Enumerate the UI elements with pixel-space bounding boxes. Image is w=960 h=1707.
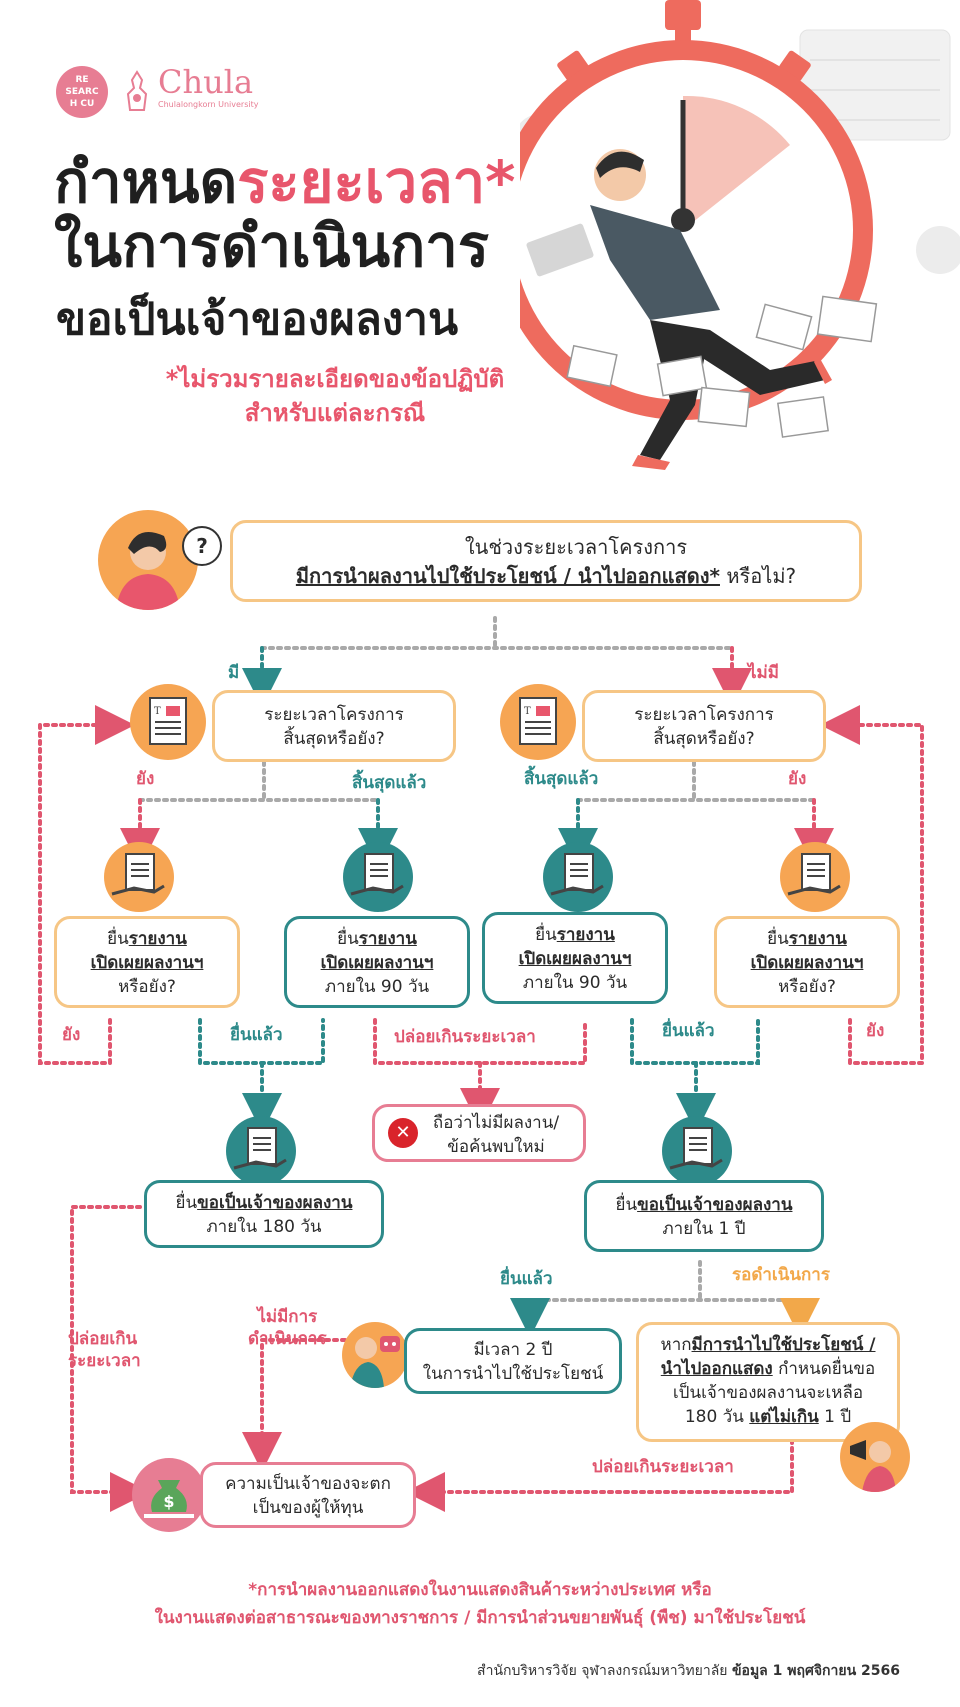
- report-box-b: ยื่นรายงาน เปิดเผยผลงานฯ ภายใน 90 วัน: [284, 916, 470, 1008]
- label-not-yet-b: ยัง: [866, 1021, 885, 1041]
- label-late-middle: ปล่อยเกินระยะเวลา: [394, 1027, 536, 1047]
- label-no-action: ไม่มีการ ดำเนินการ: [248, 1307, 327, 1349]
- label-ended-right: สิ้นสุดแล้ว: [524, 769, 599, 789]
- page-title-line3: ขอเป็นเจ้าของผลงาน: [56, 294, 459, 345]
- label-filed-a: ยื่นแล้ว: [230, 1025, 283, 1045]
- hand-document-icon-d: [780, 842, 850, 912]
- page-title: กำหนดระยะเวลา* ในการดำเนินการ: [54, 148, 516, 280]
- label-not-yet-a: ยัง: [62, 1025, 81, 1045]
- no-result-box: ถือว่าไม่มีผลงาน/ ข้อค้นพบใหม่: [372, 1104, 586, 1162]
- label-not-yet-left: ยัง: [136, 769, 155, 789]
- hand-document-icon-c: [543, 842, 613, 912]
- label-filed-b: ยื่นแล้ว: [662, 1021, 715, 1041]
- hand-document-icon-a: [104, 842, 174, 912]
- label-ended-left: สิ้นสุดแล้ว: [352, 773, 427, 793]
- label-not-yet-right: ยัง: [788, 769, 807, 789]
- money-bag-icon: [132, 1458, 206, 1532]
- ownership-box-right: ยื่นขอเป็นเจ้าของผลงาน ภายใน 1 ปี: [584, 1180, 824, 1252]
- two-years-box: มีเวลา 2 ปี ในการนำไปใช้ประโยชน์: [404, 1328, 622, 1394]
- thinking-person-avatar: [98, 510, 198, 610]
- document-icon-left: [130, 684, 206, 760]
- svg-text:$: $: [163, 1492, 175, 1511]
- megaphone-person-avatar: [840, 1422, 910, 1492]
- document-icon-right: [500, 684, 576, 760]
- report-box-a: ยื่นรายงาน เปิดเผยผลงานฯ หรือยัง?: [54, 916, 240, 1008]
- ownership-box-left: ยื่นขอเป็นเจ้าของผลงาน ภายใน 180 วัน: [144, 1180, 384, 1248]
- source-note: สำนักบริหารวิจัย จุฬาลงกรณ์มหาวิทยาลัย ข้อมูล 1 พฤศจิกายน 2566: [477, 1663, 900, 1679]
- page-subtitle: *ไม่รวมรายละเอียดของข้อปฏิบัติ สำหรับแต่ละกรณี: [165, 365, 505, 427]
- hand-document-icon-b: [343, 842, 413, 912]
- label-filed-c: ยื่นแล้ว: [500, 1269, 553, 1289]
- hand-document-icon-own-right: [662, 1116, 732, 1186]
- footnote: *การนำผลงานออกแสดงในงานแสดงสินค้าระหว่างประเทศ หรือ ในงานแสดงต่อสาธารณะของทางราชการ / มีการนำส่วนขยายพันธุ์ (พืช) มาใช้ประโยชน์: [154, 1580, 806, 1628]
- label-yes: มี: [228, 663, 240, 683]
- scientist-robot-avatar: [342, 1322, 408, 1388]
- label-late-left: ปล่อยเกิน ระยะเวลา: [68, 1329, 141, 1371]
- question-box: ในช่วงระยะเวลาโครงการ มีการนำผลงานไปใช้ประโยชน์ / นำไปออกแสดง* หรือไม่?: [230, 520, 862, 602]
- report-box-d: ยื่นรายงาน เปิดเผยผลงานฯ หรือยัง?: [714, 916, 900, 1008]
- label-late-bottom: ปล่อยเกินระยะเวลา: [592, 1457, 734, 1477]
- label-no: ไม่มี: [748, 663, 779, 683]
- owner-funder-box: ความเป็นเจ้าของจะตก เป็นของผู้ให้ทุน: [200, 1462, 416, 1528]
- project-end-box-left: ระยะเวลาโครงการ สิ้นสุดหรือยัง?: [212, 690, 456, 762]
- question-bubble: ?: [182, 526, 222, 566]
- close-icon: ✕: [388, 1118, 418, 1148]
- svg-text:T: T: [154, 706, 161, 717]
- project-end-box-right: ระยะเวลาโครงการ สิ้นสุดหรือยัง?: [582, 690, 826, 762]
- hand-document-icon-own-left: [226, 1116, 296, 1186]
- if-used-box: หากมีการนำไปใช้ประโยชน์ / นำไปออกแสดง กำหนดยื่นขอ เป็นเจ้าของผลงานจะเหลือ 180 วัน แต่ไม่เกิน 1 ปี: [636, 1322, 900, 1442]
- research-logo: RE SEARCH CU: [56, 66, 108, 118]
- report-box-c: ยื่นรายงาน เปิดเผยผลงานฯ ภายใน 90 วัน: [482, 912, 668, 1004]
- chula-logo: Chula Chulalongkorn University: [158, 63, 259, 109]
- label-waiting: รอดำเนินการ: [732, 1265, 830, 1285]
- svg-text:T: T: [524, 706, 531, 717]
